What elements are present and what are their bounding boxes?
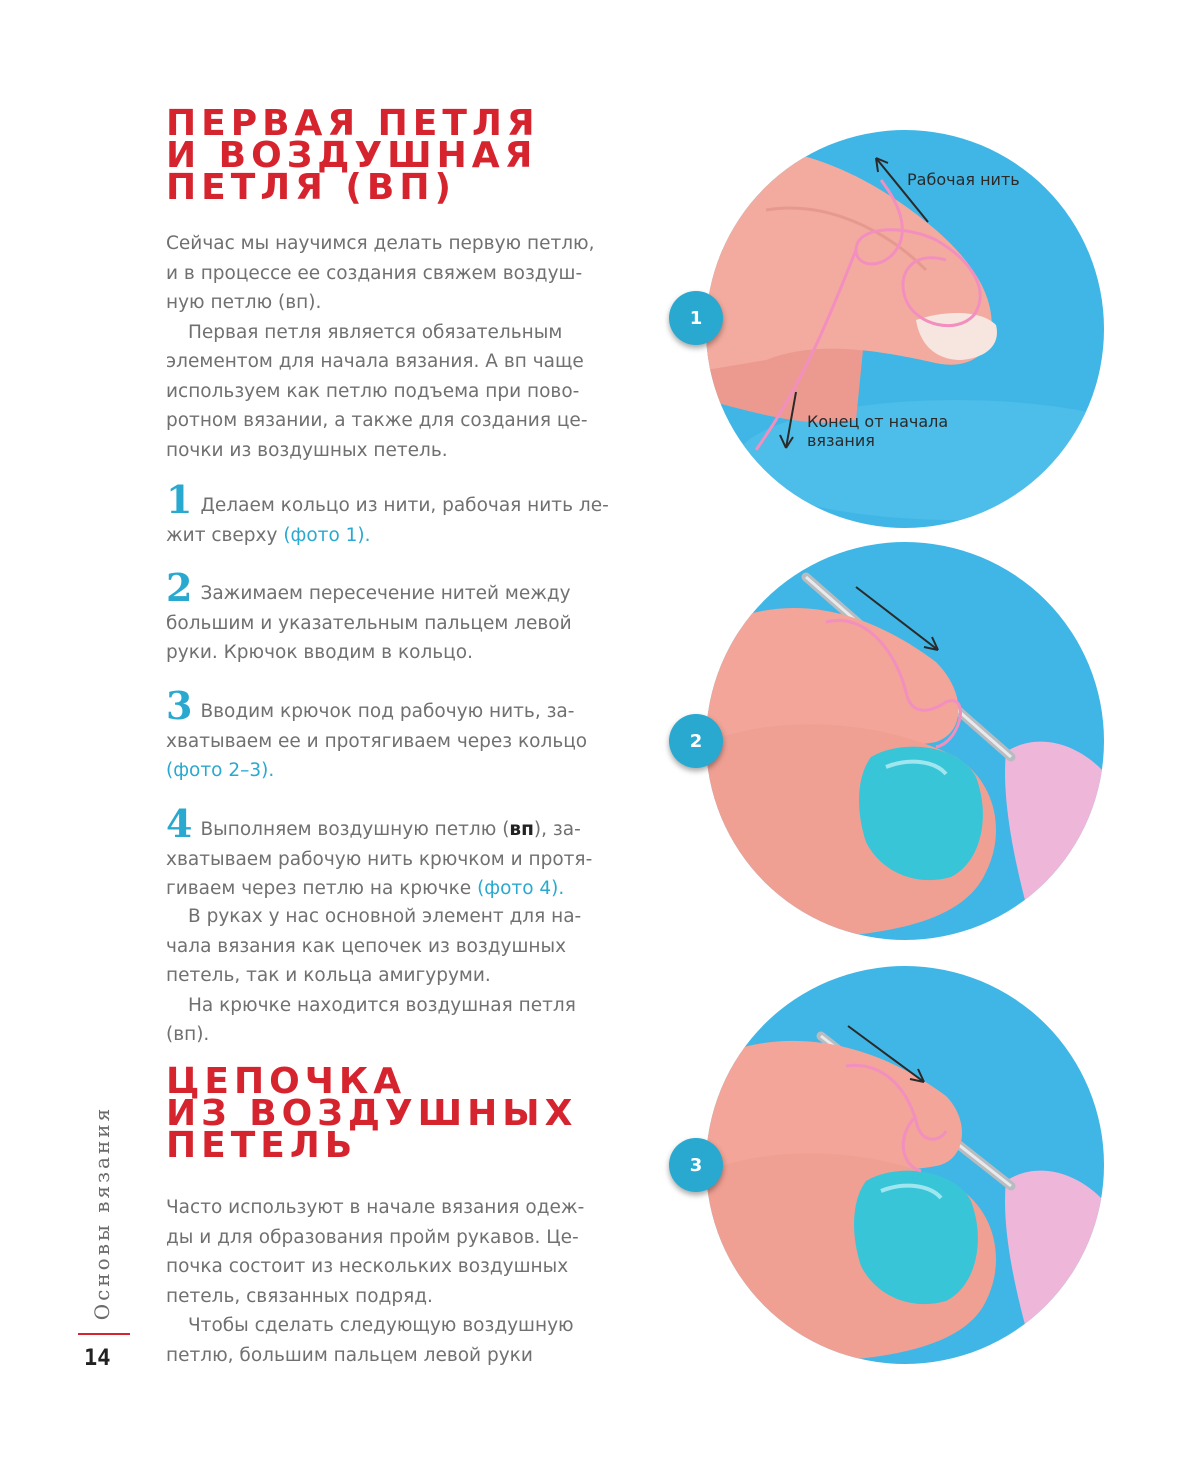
photo-badge-1: 1 (669, 291, 723, 345)
photo-3-hook-pull (706, 966, 1104, 1364)
annotation-working-thread: Рабочая нить (907, 170, 1020, 189)
photo-ref: (фото 1). (283, 524, 371, 546)
section-title-chain: ЦЕПОЧКА ИЗ ВОЗДУШНЫХ ПЕТЕЛЬ (166, 1061, 578, 1166)
step-number: 1 (166, 477, 193, 522)
step-1: 1 Делаем кольцо из нити, рабочая нить ле- жит сверху (фото 1). (166, 477, 609, 546)
outro-paragraph: В руках у нас основной элемент для на- чала вязания как цепочек из воздушных петель, так и кольца амигуруми. На крючке находится воздушная петля (вп). (166, 906, 582, 1045)
section-title-first-loop: ПЕРВАЯ ПЕТЛЯ И ВОЗДУШНАЯ ПЕТЛЯ (ВП) (166, 103, 540, 208)
photo-badge-2: 2 (669, 714, 723, 768)
photo-ref: (фото 4). (477, 878, 565, 899)
step-3: 3 Вводим крючок под рабочую нить, за- хватываем ее и протягиваем через кольцо (фото 2–3). (166, 683, 588, 781)
intro-paragraph: Сейчас мы научимся делать первую петлю, и в процессе ее создания свяжем воздуш- ную петлю (вп). Первая петля является обязательным элементом для начала вязания. А вп чаще используем как петлю подъема при пово- ротном вязании, а также для создания це- почки из воздушных петель. (166, 233, 595, 461)
step-number: 4 (166, 801, 193, 846)
chapter-divider (78, 1333, 130, 1335)
step-2: 2 Зажимаем пересечение нитей между большим и указательным пальцем левой руки. Крючок вводим в кольцо. (166, 565, 572, 663)
photo-badge-3: 3 (669, 1138, 723, 1192)
step-number: 2 (166, 565, 193, 610)
chain-paragraph: Часто используют в начале вязания одеж- ды и для образования пройм рукавов. Це- почка состоит из нескольких воздушных петель, связанных подряд. Чтобы сделать следующую воздушную петлю, большим пальцем левой руки (166, 1197, 585, 1366)
photo-2-hook-insert (706, 542, 1104, 940)
photo-ref: (фото 2–3). (166, 760, 275, 781)
photo-1-thread-ring (706, 130, 1104, 528)
annotation-tail: Конец от начала вязания (807, 412, 949, 450)
page-number: 14 (84, 1346, 111, 1371)
step-number: 3 (166, 683, 193, 728)
chapter-label: Основы вязания (90, 1105, 114, 1321)
step-4: 4 Выполняем воздушную петлю (вп), за- хватываем рабочую нить крючком и протя- гиваем через петлю на крючке (фото 4). (166, 801, 593, 899)
